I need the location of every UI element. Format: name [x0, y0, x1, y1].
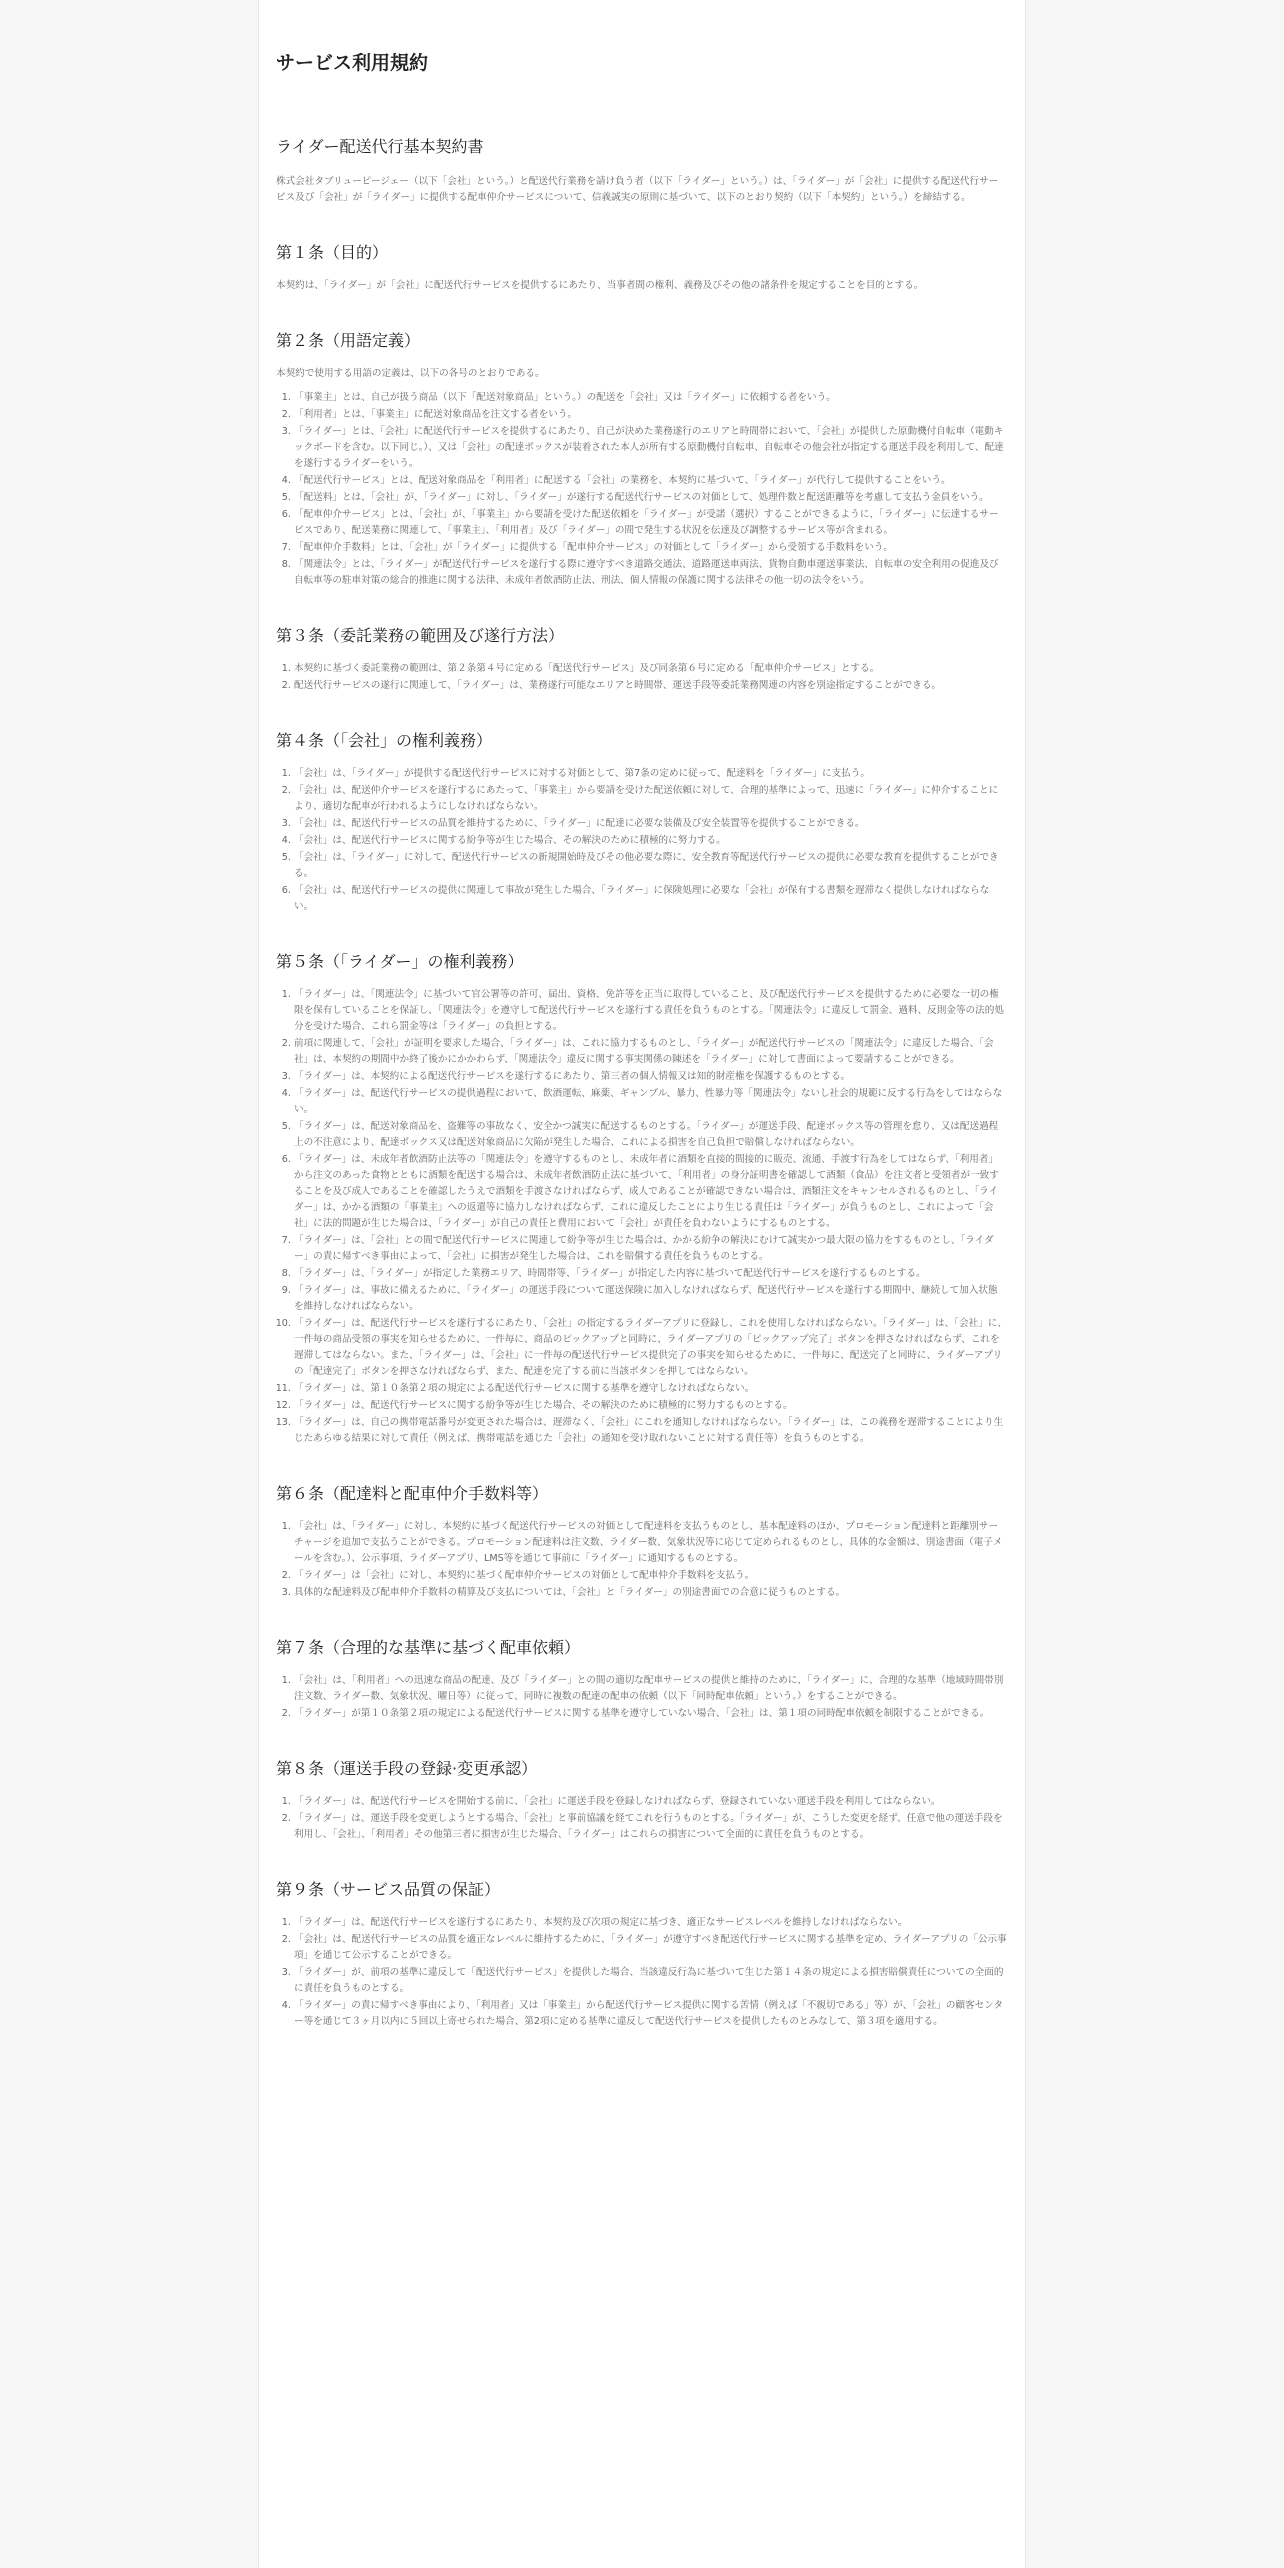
contract-preamble: 株式会社タブリューピージェー（以下「会社」という。）と配送代行業務を請け負う者（以下「ライダー」という。）は、「ライダー」が「会社」に提供する配送代行サービス及び「会社」が「ライダー」に提供する配車仲介サービスについて、信義誠実の原則に基づいて、以下のとおり契約（以下「本契約」という。）を締結する。: [276, 176, 999, 203]
clause-item: 3. 「ライダー」とは、「会社」に配送代行サービスを提供するにあたり、自己が決めた業務遂行のエリアと時間帯において、「会社」が提供した原動機付自転車（電動キックボードを含む。以下同じ。）、又は「会社」の配達ボックスが装着された本人が所有する原動機付自転車、自転車その他会社が指定する運送手段を利用して、配達を遂行するライダーをいう。: [294, 424, 1007, 472]
article-heading: 第８条（運送手段の登録·変更承認）: [276, 1759, 538, 1778]
article-clause-list: [276, 1794, 1007, 1843]
clause-item: 12. 「ライダー」は、配送代行サービスに関する紛争等が生じた場合、その解決のために積極的に努力するものとする。: [294, 1398, 1007, 1414]
article-heading: 第５条（「ライダー」の権利義務）: [276, 952, 524, 971]
clause-item: 2. 「ライダー」は「会社」に対し、本契約に基づく配車仲介サービスの対価として配車仲介手数料を支払う。: [294, 1568, 1007, 1584]
clause-item: 8. 「関連法令」とは、「ライダー」が配送代行サービスを遂行する際に遵守すべき道路交通法、道路運送車両法、貨物自動車運送事業法、自転車の安全利用の促進及び自転車等の駐車対策の総合的推進に関する法律、未成年者飲酒防止法、刑法、個人情報の保護に関する法律その他一切の法令をいう。: [294, 557, 1007, 589]
article-section: [276, 1758, 1007, 1843]
clause-item: 10. 「ライダー」は、配送代行サービスを遂行するにあたり、「会社」の指定するライダーアプリに登録し、これを使用しなければならない。「ライダー」は、「会社」に、一件毎の商品受領の事実を知らせるために、一件毎に、商品のピックアップと同時に、ライダーアプリの「ピックアップ完了」ボタンを押さなければならず、これを遅滞してはならない。また、「ライダー」は、「会社」に一件毎の配送代行サービス提供完了の事実を知らせるために、一件毎に、配送完了と同時に、ライダーアプリの「配達完了」ボタンを押さなければならず、また、配達を完了する前に当該ボタンを押してはならない。: [294, 1316, 1007, 1380]
clause-item: 3. 具体的な配達料及び配車仲介手数料の精算及び支払については、「会社」と「ライダー」の別途書面での合意に従うものとする。: [294, 1585, 1007, 1601]
clause-item: 3. 「ライダー」が、前項の基準に違反して「配送代行サービス」を提供した場合、当該違反行為に基づいて生じた第１４条の規定による損害賠償責任についての全面的に責任を負うものとする。: [294, 1965, 1007, 1997]
clause-item: 6. 「ライダー」は、未成年者飲酒防止法等の「関連法令」を遵守するものとし、未成年者に酒類を直接的間接的に販売、流通、手渡す行為をしてはならず、「利用者」から注文のあった食物とともに酒類を配送する場合は、未成年者飲酒防止法に基づいて、「利用者」の身分証明書を確認して酒類（食品）を注文者と受領者が一致することを及び成人であることを確認したうえで酒類を手渡さなければならず、成人であることが確認できない場合は、酒類注文をキャンセルされるものとし、「ライダー」は、かかる酒類の「事業主」への返還等に協力しなければならず、これに違反したことにより生じる責任は「ライダー」が負うものとし、これによって「会社」に法的問題が生じた場合は、「ライダー」が自己の責任と費用において「会社」が責任を負わないようにするものとする。: [294, 1152, 1007, 1232]
document-page: [258, 0, 1026, 2568]
clause-item: 2. 「会社」は、配送代行サービスの品質を適正なレベルに維持するために、「ライダー」が遵守すべき配送代行サービスに関する基準を定め、ライダーアプリの「公示事項」を通じて公示することができる。: [294, 1932, 1007, 1964]
clause-item: 9. 「ライダー」は、事故に備えるために、「ライダー」の運送手段について運送保険に加入しなければならず、配送代行サービスを遂行する期間中、継続して加入状態を維持しなければならない。: [294, 1283, 1007, 1315]
clause-item: 7. 「ライダー」は、「会社」との間で配送代行サービスに関連して紛争等が生じた場合は、かかる紛争の解決にむけて誠実かつ最大限の協力をするものとし、「ライダー」の責に帰すべき事由によって、「会社」に損害が発生した場合は、これを賠償する責任を負うものとする。: [294, 1233, 1007, 1265]
clause-item: 2. 「ライダー」は、運送手段を変更しようとする場合、「会社」と事前協議を経てこれを行うものとする。「ライダー」が、こうした変更を経ず、任意で他の運送手段を利用し、「会社」、「利用者」その他第三者に損害が生じた場合、「ライダー」はこれらの損害について全面的に責任を負うものとする。: [294, 1811, 1007, 1843]
clause-item: 2. 「利用者」とは、「事業主」に配送対象商品を注文する者をいう。: [294, 407, 1007, 423]
article-heading: 第９条（サービス品質の保証）: [276, 1880, 501, 1899]
article-clause-list: [276, 766, 1007, 915]
page-title: サービス利用規約: [276, 52, 429, 74]
contract-sections: [276, 242, 1007, 2030]
clause-item: 1. 「ライダー」は、「関連法令」に基づいて官公署等の許可、届出、資格、免許等を正当に取得していること、及び配送代行サービスを提供するために必要な一切の権限を保有していることを保証し、「関連法令」を遵守して配送代行サービスを遂行する責任を負うものとする。「関連法令」に違反して罰金、過料、反則金等の法的処分を受けた場合、これら罰金等は「ライダー」の負担とする。: [294, 987, 1007, 1035]
clause-item: 13. 「ライダー」は、自己の携帯電話番号が変更された場合は、遅滞なく、「会社」にこれを通知しなければならない。「ライダー」は、この義務を遅滞することにより生じたあらゆる結果に対して責任（例えば、携帯電話を通じた「会社」の通知を受け取れないことに対する責任等）を負うものとする。: [294, 1415, 1007, 1447]
clause-item: 5. 「会社」は、「ライダー」に対して、配送代行サービスの新規開始時及びその他必要な際に、安全教育等配送代行サービスの提供に必要な教育を提供することができる。: [294, 850, 1007, 882]
article-section: [276, 1483, 1007, 1601]
clause-item: 6. 「配車仲介サービス」とは、「会社」が、「事業主」から要請を受けた配送依頼を「ライダー」が受諾（選択）することができるように、「ライダー」に伝達するサービスであり、配送業務に関連して、「事業主」、「利用者」及び「ライダー」の間で発生する状況を伝達及び調整するサービス等が含まれる。: [294, 507, 1007, 539]
article-section: [276, 951, 1007, 1447]
article-clause-list: [276, 1915, 1007, 2030]
article-clause-list: [276, 1519, 1007, 1601]
article-clause-list: [276, 1673, 1007, 1722]
clause-item: 1. 本契約に基づく委託業務の範囲は、第２条第４号に定める「配送代行サービス」及び同条第６号に定める「配車仲介サービス」とする。: [294, 661, 1007, 677]
article-intro: 本契約で使用する用語の定義は、以下の各号のとおりである。: [276, 368, 545, 379]
clause-item: 1. 「会社」は、「ライダー」に対し、本契約に基づく配送代行サービスの対価として配達料を支払うものとし、基本配達料のほか、プロモーション配達料と距離別サーチャージを追加で支払うことができる。プロモーション配達料は注文数、ライダー数、気象状況等に応じて定められるものとし、具体的な金額は、別途書面（電子メールを含む。）、公示事項、ライダーアプリ、LMS等を通じて事前に「ライダー」に通知するものとする。: [294, 1519, 1007, 1567]
clause-item: 1. 「事業主」とは、自己が扱う商品（以下「配送対象商品」という。）の配送を「会社」又は「ライダー」に依頼する者をいう。: [294, 390, 1007, 406]
clause-item: 6. 「会社」は、配送代行サービスの提供に関連して事故が発生した場合、「ライダー」に保険処理に必要な「会社」が保有する書類を遅滞なく提供しなければならない。: [294, 883, 1007, 915]
clause-item: 5. 「配送料」とは、「会社」が、「ライダー」に対し、「ライダー」が遂行する配送代行サービスの対価として、処理件数と配送距離等を考慮して支払う金員をいう。: [294, 490, 1007, 506]
clause-item: 4. 「会社」は、配送代行サービスに関する紛争等が生じた場合、その解決のために積極的に努力する。: [294, 833, 1007, 849]
clause-item: 4. 「配送代行サービス」とは、配送対象商品を「利用者」に配送する「会社」の業務を、本契約に基づいて、「ライダー」が代行して提供することをいう。: [294, 473, 1007, 489]
article-clause-list: [276, 390, 1007, 589]
clause-item: 5. 「ライダー」は、配送対象商品を、盗難等の事故なく、安全かつ誠実に配送するものとする。「ライダー」が運送手段、配達ボックス等の管理を怠り、又は配送過程上の不注意により、配達ボックス又は配送対象商品に欠陥が発生した場合、これによる損害を自己負担で賠償しなければならない。: [294, 1119, 1007, 1151]
clause-item: 3. 「会社」は、配送代行サービスの品質を維持するために、「ライダー」に配達に必要な装備及び安全装置等を提供することができる。: [294, 816, 1007, 832]
clause-item: 1. 「ライダー」は、配送代行サービスを開始する前に、「会社」に運送手段を登録しなければならず、登録されていない運送手段を利用してはならない。: [294, 1794, 1007, 1810]
article-clause-list: [276, 987, 1007, 1447]
article-heading: 第２条（用語定義）: [276, 331, 421, 350]
clause-item: 7. 「配車仲介手数料」とは、「会社」が「ライダー」に提供する「配車仲介サービス」の対価として「ライダー」から受領する手数料をいう。: [294, 540, 1007, 556]
article-section: [276, 242, 1007, 294]
clause-item: 1. 「会社」は、「ライダー」が提供する配送代行サービスに対する対価として、第7条の定めに従って、配達料を「ライダー」に支払う。: [294, 766, 1007, 782]
clause-item: 2. 前項に関連して、「会社」が証明を要求した場合、「ライダー」は、これに協力するものとし、「ライダー」が配送代行サービスの「関連法令」に違反した場合、「会社」は、本契約の期間中か終了後かにかかわらず、「関連法令」違反に関する事実関係の陳述を「ライダー」に対して書面によって要請することができる。: [294, 1036, 1007, 1068]
clause-item: 2. 「ライダー」が第１０条第２項の規定による配送代行サービスに関する基準を遵守していない場合、「会社」は、第１項の同時配車依頼を制限することができる。: [294, 1706, 1007, 1722]
article-clause-list: [276, 661, 1007, 694]
article-section: [276, 625, 1007, 694]
clause-item: 8. 「ライダー」は、「ライダー」が指定した業務エリア、時間帯等、「ライダー」が指定した内容に基づいて配送代行サービスを遂行するものとする。: [294, 1266, 1007, 1282]
article-heading: 第７条（合理的な基準に基づく配車依頼）: [276, 1638, 581, 1657]
clause-item: 4. 「ライダー」の責に帰すべき事由により、「利用者」又は「事業主」から配送代行サービス提供に関する苦情（例えば「不親切である」等）が、「会社」の顧客センター等を通じて３ヶ月以内に５回以上寄せられた場合、第2項に定める基準に違反して配送代行サービスを提供したものとみなして、第３項を適用する。: [294, 1998, 1007, 2030]
article-section: [276, 730, 1007, 915]
article-section: [276, 1637, 1007, 1722]
article-intro: 本契約は、「ライダー」が「会社」に配送代行サービスを提供するにあたり、当事者間の権利、義務及びその他の諸条件を規定することを目的とする。: [276, 280, 924, 291]
article-heading: 第６条（配達料と配車仲介手数料等）: [276, 1484, 549, 1503]
contract-title: ライダー配送代行基本契約書: [276, 137, 484, 156]
article-heading: 第１条（目的）: [276, 243, 389, 262]
clause-item: 2. 配送代行サービスの遂行に関連して、「ライダー」は、業務遂行可能なエリアと時間帯、運送手段等委託業務関連の内容を別途指定することができる。: [294, 678, 1007, 694]
article-heading: 第４条（「会社」の権利義務）: [276, 731, 493, 750]
clause-item: 1. 「ライダー」は、配送代行サービスを遂行するにあたり、本契約及び次項の規定に基づき、適正なサービスレベルを維持しなければならない。: [294, 1915, 1007, 1931]
article-heading: 第３条（委託業務の範囲及び遂行方法）: [276, 626, 565, 645]
clause-item: 11. 「ライダー」は、第１０条第２項の規定による配送代行サービスに関する基準を遵守しなければならない。: [294, 1381, 1007, 1397]
article-section: [276, 330, 1007, 589]
clause-item: 2. 「会社」は、配送仲介サービスを遂行するにあたって、「事業主」から要請を受けた配送依頼に対して、合理的基準によって、迅速に「ライダー」に仲介することにより、適切な配車が行われるようにしなければならない。: [294, 783, 1007, 815]
clause-item: 4. 「ライダー」は、配送代行サービスの提供過程において、飲酒運転、麻薬、ギャンブル、暴力、性暴力等「関連法令」ないし社会的規範に反する行為をしてはならない。: [294, 1086, 1007, 1118]
clause-item: 1. 「会社」は、「利用者」への迅速な商品の配達、及び「ライダー」との間の適切な配車サービスの提供と維持のために、「ライダー」に、合理的な基準（地域時間帯別注文数、ライダー数、気象状況、曜日等）に従って、同時に複数の配達の配車の依頼（以下「同時配車依頼」という。）をすることができる。: [294, 1673, 1007, 1705]
article-section: [276, 1879, 1007, 2030]
clause-item: 3. 「ライダー」は、本契約による配送代行サービスを遂行するにあたり、第三者の個人情報又は知的財産権を保護するものとする。: [294, 1069, 1007, 1085]
